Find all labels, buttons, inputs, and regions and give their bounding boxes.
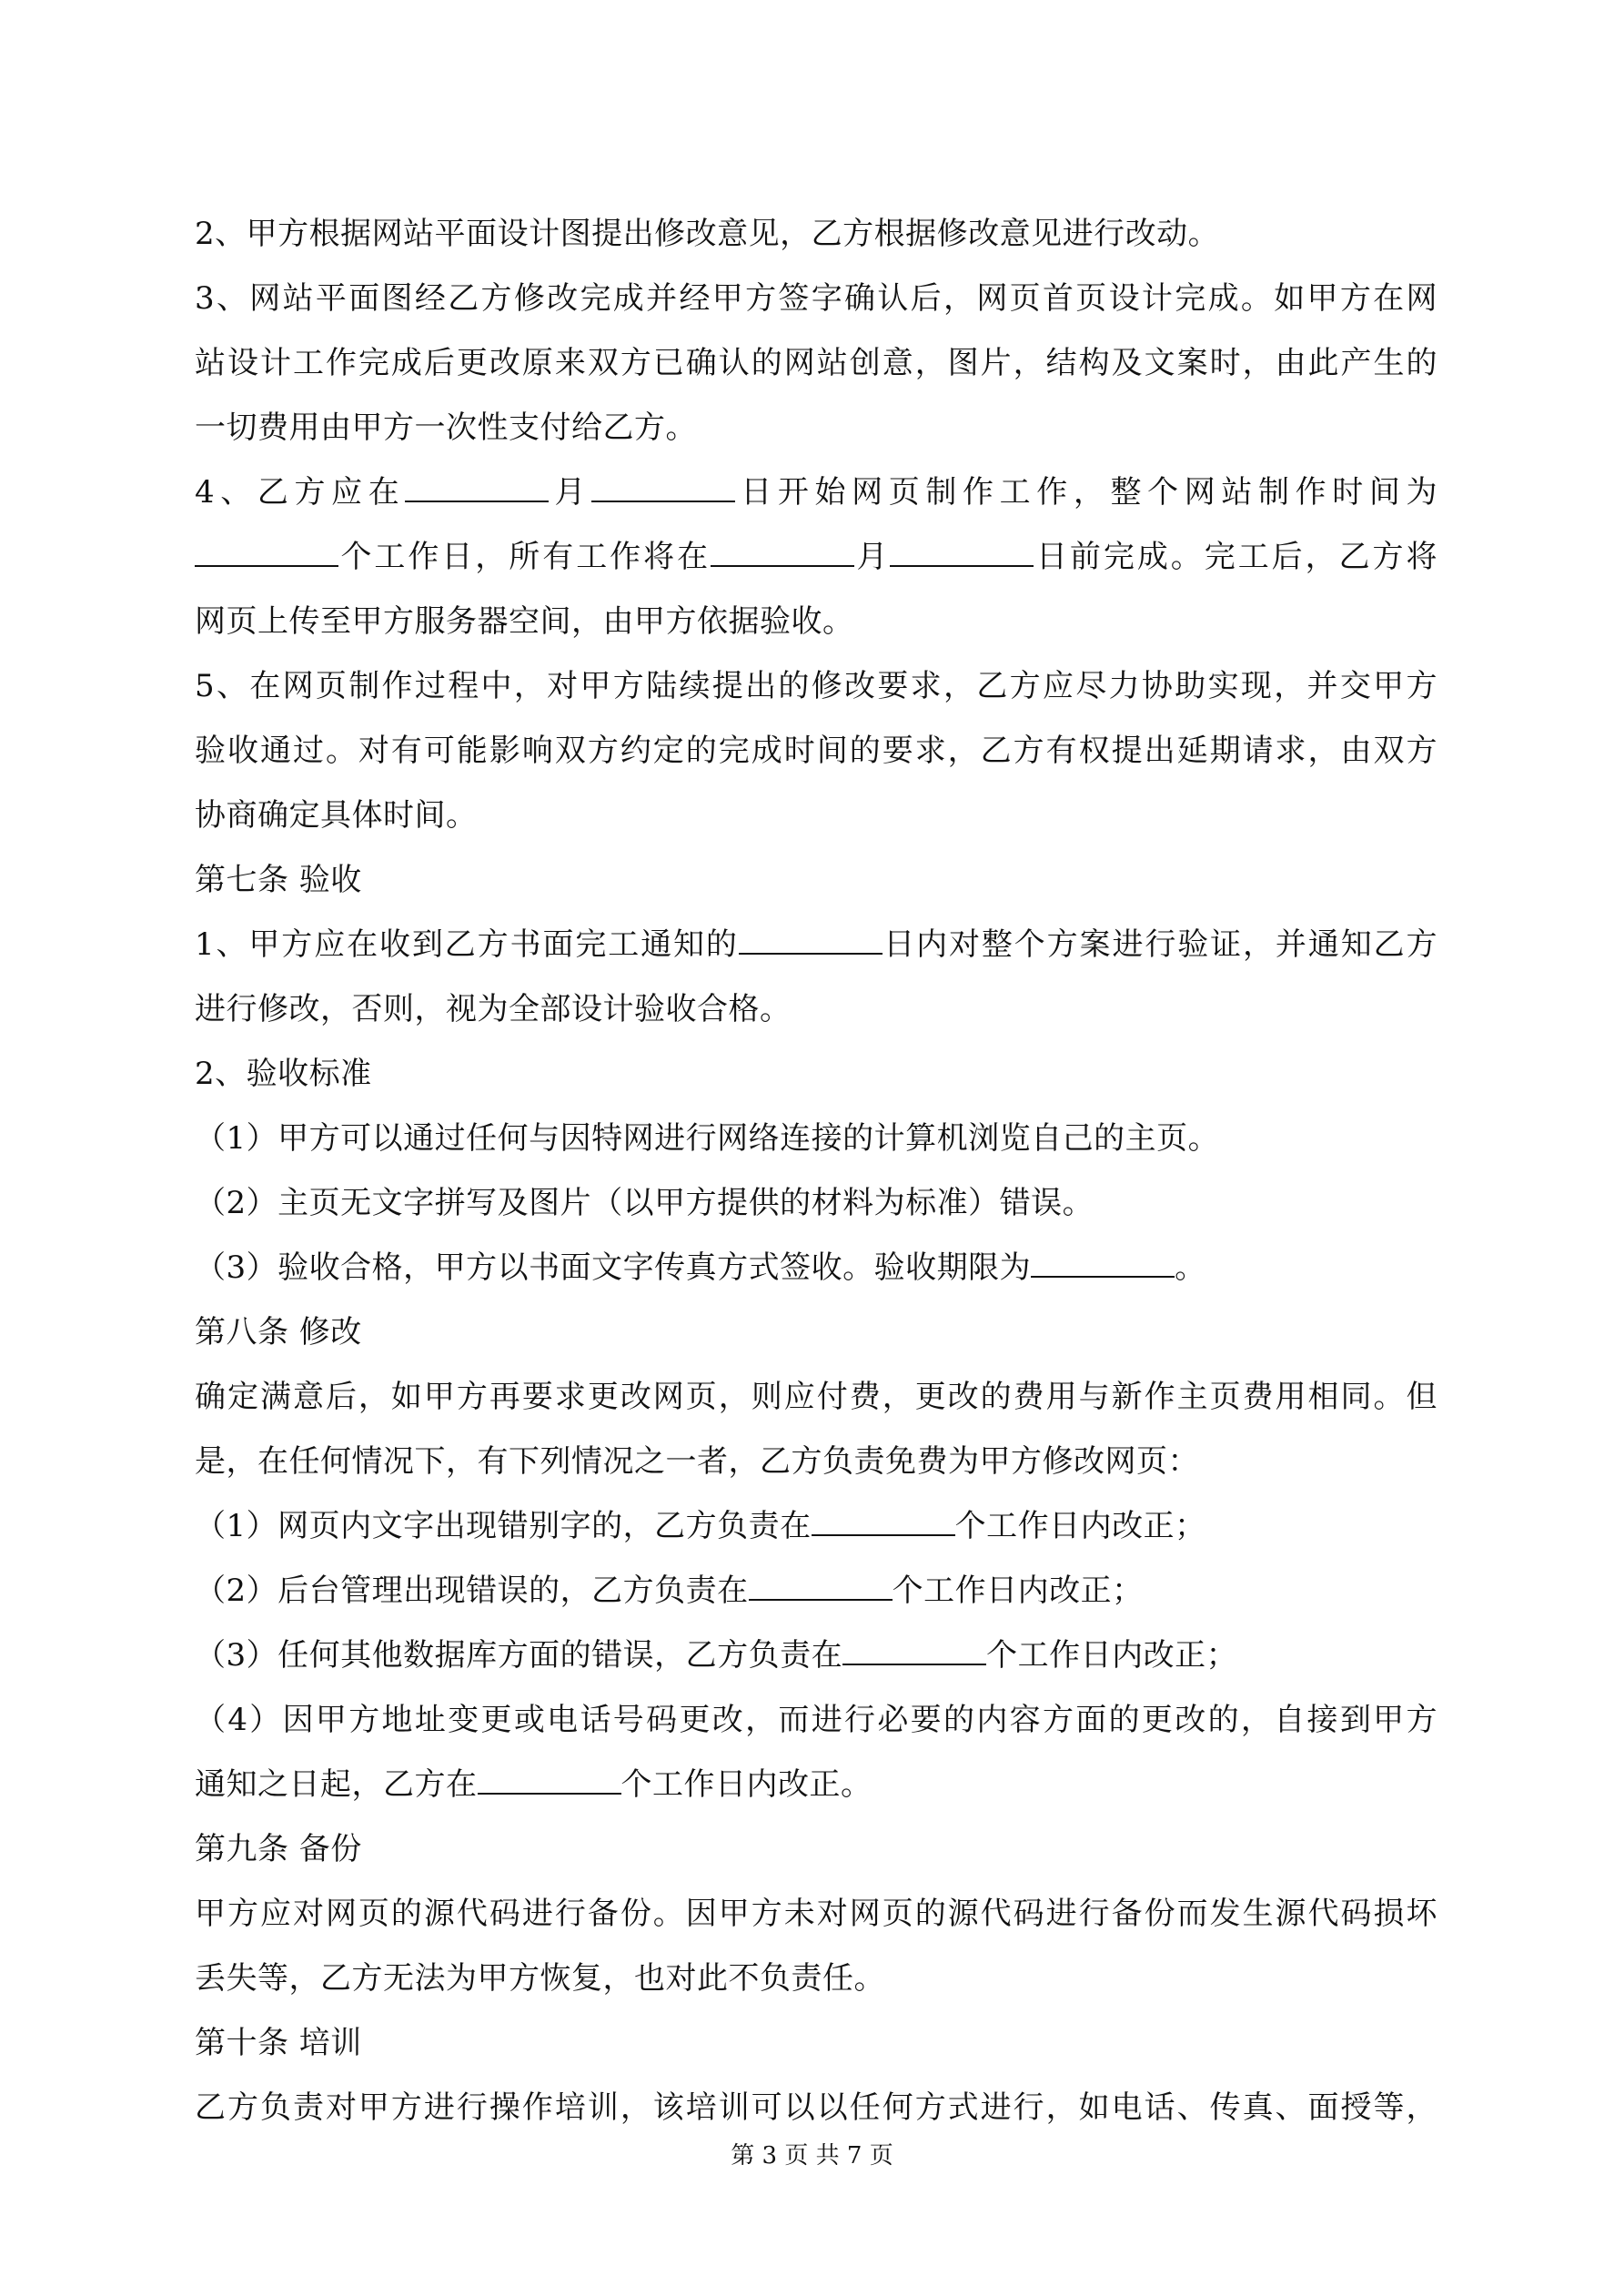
text-line [195,1623,1437,1688]
text-line: （2）主页无文字拼写及图片（以甲方提供的材料为标准）错误。 [195,1185,1094,1221]
text-segment: 。 [1175,1249,1206,1286]
text-line [195,460,1437,525]
text-segment: 月 [854,539,891,575]
text-line: 5、在网页制作过程中，对甲方陆续提出的修改要求，乙方应尽力协助实现，并交甲方 [195,668,1437,704]
fill-in-blank [1031,1252,1175,1278]
text-line: （1）甲方可以通过任何与因特网进行网络连接的计算机浏览自己的主页。 [195,1120,1220,1157]
fill-in-blank [890,541,1034,567]
fill-in-blank [591,477,735,502]
text-segment: 个工作日，所有工作将在 [338,539,711,575]
fill-in-blank [711,541,854,567]
text-line [195,1236,1437,1300]
text-line: 进行修改，否则，视为全部设计验收合格。 [195,991,792,1027]
text-segment: 通知之日起，乙方在 [195,1766,478,1803]
text-line [195,913,1437,977]
text-segment: 个工作日内改正； [986,1637,1238,1674]
text-segment: 日前完成。完工后，乙方将 [1034,539,1438,575]
text-segment: 月 [549,474,592,511]
text-segment: 4、乙方应在 [195,474,406,511]
text-line: （4）因甲方地址变更或电话号码更改，而进行必要的内容方面的更改的，自接到甲方 [195,1702,1437,1738]
text-segment: 日开始网页制作工作，整个网站制作时间为 [735,474,1438,511]
fill-in-blank [812,1511,955,1536]
text-segment: （2）后台管理出现错误的，乙方负责在 [195,1573,749,1609]
text-line [195,525,1437,590]
text-line: 第十条 培训 [195,2025,362,2061]
text-line: 协商确定具体时间。 [195,797,478,834]
text-line: 丢失等，乙方无法为甲方恢复，也对此不负责任。 [195,1960,885,1997]
text-segment: 个工作日内改正。 [620,1766,873,1803]
fill-in-blank [749,1575,893,1601]
text-line: 2、甲方根据网站平面设计图提出修改意见，乙方根据修改意见进行改动。 [195,216,1220,252]
text-line: 甲方应对网页的源代码进行备份。因甲方未对网页的源代码进行备份而发生源代码损坏 [195,1896,1437,1932]
text-line: 3、网站平面图经乙方修改完成并经甲方签字确认后，网页首页设计完成。如甲方在网 [195,280,1437,317]
text-line [195,1494,1437,1559]
text-segment: （3）验收合格，甲方以书面文字传真方式签收。验收期限为 [195,1249,1032,1286]
text-line: 第七条 验收 [195,862,362,898]
text-line: 是，在任何情况下，有下列情况之一者，乙方负责免费为甲方修改网页： [195,1443,1199,1480]
text-segment: 个工作日内改正； [954,1508,1206,1544]
text-line: 站设计工作完成后更改原来双方已确认的网站创意，图片，结构及文案时，由此产生的 [195,345,1437,381]
page-footer: 第 3 页 共 7 页 [731,2142,893,2170]
text-segment: 日内对整个方案进行验证，并通知乙方 [882,926,1437,963]
text-line: 乙方负责对甲方进行操作培训，该培训可以以任何方式进行，如电话、传真、面授等， [195,2089,1437,2126]
text-segment: 个工作日内改正； [892,1573,1144,1609]
fill-in-blank [405,477,549,502]
text-line [195,1559,1437,1623]
fill-in-blank [842,1640,986,1665]
text-line: 第八条 修改 [195,1314,362,1350]
text-line: 确定满意后，如甲方再要求更改网页，则应付费，更改的费用与新作主页费用相同。但 [195,1379,1437,1415]
fill-in-blank [195,541,338,567]
contract-body [195,202,1437,2140]
text-line: 第九条 备份 [195,1831,362,1867]
text-line [195,1753,1437,1817]
fill-in-blank [739,929,883,955]
fill-in-blank [478,1769,621,1795]
text-line: 网页上传至甲方服务器空间，由甲方依据验收。 [195,603,854,640]
text-line: 一切费用由甲方一次性支付给乙方。 [195,410,697,446]
text-line: 2、验收标准 [195,1056,372,1092]
text-line: 验收通过。对有可能影响双方约定的完成时间的要求，乙方有权提出延期请求，由双方 [195,733,1437,769]
text-segment: （3）任何其他数据库方面的错误，乙方负责在 [195,1637,843,1674]
text-segment: （1）网页内文字出现错别字的，乙方负责在 [195,1508,812,1544]
text-segment: 1、甲方应在收到乙方书面完工通知的 [195,926,739,963]
